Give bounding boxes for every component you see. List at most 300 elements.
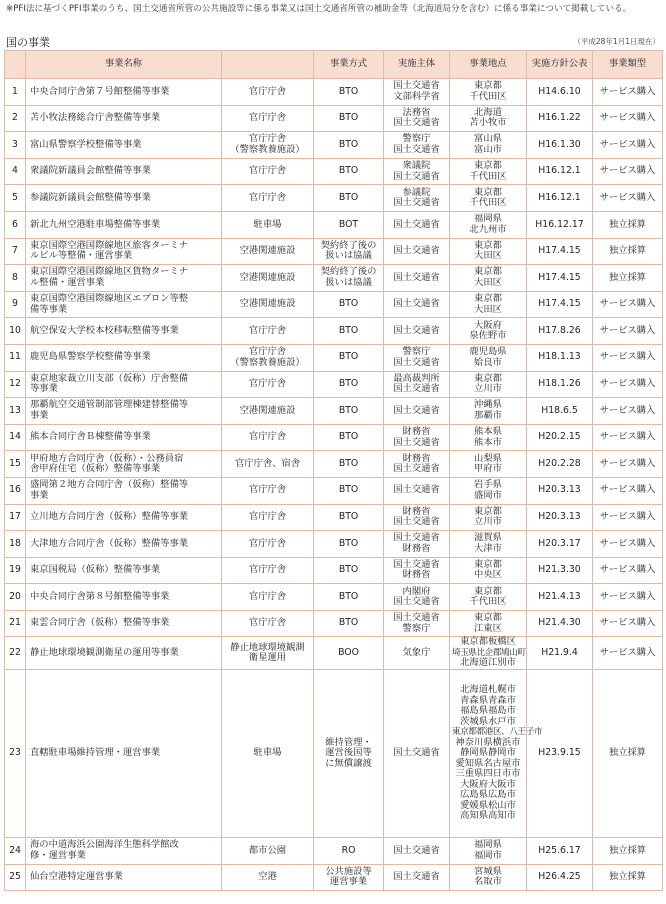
location-line: 大津市 — [474, 542, 502, 554]
cell-name — [26, 318, 222, 345]
entity-line: 国土交通省 — [393, 404, 440, 416]
entity-line: 国土交通省 — [393, 558, 440, 570]
cell-location — [450, 584, 527, 611]
facility-line: 空港関連施設 — [239, 271, 296, 283]
entity-line: 国土交通省 — [393, 324, 440, 336]
location-line: 熊本市 — [474, 436, 502, 448]
cell-location — [450, 864, 527, 891]
cell-no: 15 — [5, 451, 26, 478]
method-line: BTO — [338, 378, 359, 390]
header-row — [5, 51, 663, 79]
method-line: 運営事業 — [329, 876, 368, 888]
cell-method — [314, 504, 384, 531]
cell-facility — [222, 504, 314, 531]
cell-location — [450, 79, 527, 106]
name-line: 苫小牧法務総合庁舎整備等事業 — [30, 112, 161, 124]
table-row — [5, 504, 663, 531]
method-line: BTO — [338, 457, 359, 469]
cell-facility — [222, 584, 314, 611]
facility-line: 官庁庁舎 — [248, 537, 287, 549]
cell-method — [314, 637, 384, 670]
facility-line: 官庁庁舎 — [248, 511, 287, 523]
name-line: 立川地方合同庁舎（仮称）整備等事業 — [30, 511, 189, 523]
location-line: 名取市 — [474, 876, 502, 888]
cell-facility — [222, 531, 314, 558]
location-line: 埼玉県比企郡鳩山町 — [452, 647, 526, 658]
location-line: 大阪府大阪市 — [460, 778, 516, 790]
cell-name — [26, 105, 222, 132]
location-line: 鹿児島県 — [469, 346, 507, 358]
cell-type: サービス購入 — [593, 158, 663, 185]
cell-announced: H23.9.15 — [527, 669, 593, 837]
cell-entity — [384, 477, 450, 504]
name-line: 東雲合同庁舎（仮称）整備等事業 — [30, 617, 170, 629]
table-row — [5, 265, 663, 292]
facility-line: 官庁庁舎 — [248, 484, 287, 496]
cell-name — [26, 211, 222, 238]
cell-location — [450, 669, 543, 837]
entity-line: 国土交通省 — [393, 383, 440, 395]
cell-method — [314, 344, 384, 371]
entity-line: 国土交通省 — [393, 871, 440, 883]
name-line: ル整備・運営事業 — [30, 276, 105, 288]
location-line: 姶良市 — [474, 356, 502, 368]
cell-no: 4 — [5, 158, 26, 185]
entity-line: 財務省 — [402, 452, 431, 464]
facility-line: 官庁庁舎 — [248, 431, 287, 443]
cell-method — [314, 451, 384, 478]
cell-entity — [384, 211, 450, 238]
cell-no: 21 — [5, 610, 26, 637]
cell-location — [450, 185, 527, 212]
location-line: 千代田区 — [469, 596, 507, 608]
table-row — [5, 424, 663, 451]
cell-entity — [384, 584, 450, 611]
method-line: BOT — [338, 218, 359, 230]
entity-line: 財務省 — [402, 505, 431, 517]
table-row — [5, 557, 663, 584]
cell-type: サービス購入 — [593, 79, 663, 106]
cell-no: 10 — [5, 318, 26, 345]
cell-method — [314, 610, 384, 637]
table-row — [5, 105, 663, 132]
table-row — [5, 158, 663, 185]
cell-no: 16 — [5, 477, 26, 504]
entity-line: 国土交通省 — [393, 484, 440, 496]
location-line: 東京都 — [474, 585, 502, 597]
method-line: BTO — [338, 537, 359, 549]
entity-line: 国土交通省 — [393, 80, 440, 92]
cell-method — [314, 398, 384, 425]
cell-name — [26, 158, 222, 185]
cell-name — [26, 424, 222, 451]
cell-type: サービス購入 — [593, 344, 663, 371]
entity-line: 国土交通省 — [393, 532, 440, 544]
name-line: 大津地方合同庁舎（仮称）整備等事業 — [30, 537, 189, 549]
cell-no: 7 — [5, 238, 26, 265]
cell-announced: H18.1.26 — [527, 371, 593, 398]
cell-location — [450, 451, 527, 478]
entity-line: 国土交通省 — [393, 463, 440, 475]
facility-line: 駐車場 — [253, 218, 282, 230]
cell-announced: H14.6.10 — [527, 79, 593, 106]
cell-location — [450, 132, 527, 159]
method-line: BTO — [338, 298, 359, 310]
cell-method — [314, 318, 384, 345]
cell-announced: H20.3.13 — [527, 477, 593, 504]
cell-announced: H21.9.4 — [527, 637, 593, 670]
cell-no: 25 — [5, 864, 26, 891]
cell-method — [314, 531, 384, 558]
method-line: 公共施設等 — [325, 865, 372, 877]
method-line: BTO — [338, 431, 359, 443]
entity-line: 気象庁 — [402, 646, 431, 658]
cell-type: サービス購入 — [593, 610, 663, 637]
cell-location — [450, 531, 527, 558]
table-row — [5, 584, 663, 611]
header-location: 事業地点 — [450, 51, 527, 79]
name-line: 東京国際空港国際線地区旅客ターミナ — [30, 239, 189, 251]
cell-type: サービス購入 — [593, 318, 663, 345]
location-line: 静岡県静岡市 — [460, 747, 516, 759]
cell-type: 独立採算 — [593, 837, 663, 864]
location-line: 東京都 — [474, 239, 502, 251]
cell-facility — [222, 79, 314, 106]
cell-entity — [384, 451, 450, 478]
cell-method — [314, 238, 384, 265]
name-line: 参議院新議員会館整備等事業 — [30, 191, 151, 203]
location-line: 東京都 — [474, 372, 502, 384]
cell-announced: H25.6.17 — [527, 837, 593, 864]
table-row — [5, 291, 663, 318]
entity-line: 国土交通省 — [393, 271, 440, 283]
location-line: 富山県 — [474, 133, 502, 145]
cell-entity — [384, 837, 450, 864]
name-line: 静止地球環境観測衛星の運用等事業 — [30, 646, 179, 658]
name-line: 海の中道海浜公園海洋生態科学館改 — [30, 839, 179, 851]
cell-no: 23 — [5, 669, 26, 837]
cell-entity — [384, 132, 450, 159]
cell-facility — [222, 424, 314, 451]
location-line: 千代田区 — [469, 197, 507, 209]
cell-location — [450, 477, 527, 504]
header-no — [5, 51, 26, 79]
name-line: 東京地家裁立川支部（仮称）庁舎整備 — [30, 372, 189, 384]
method-line: BTO — [338, 590, 359, 602]
table-body — [5, 79, 663, 891]
cell-method — [314, 291, 384, 318]
entity-line: 国土交通省 — [393, 117, 440, 129]
method-line: BTO — [338, 564, 359, 576]
entity-line: 財務省 — [402, 569, 431, 581]
cell-type: サービス購入 — [593, 504, 663, 531]
entity-line: 最高裁判所 — [393, 372, 440, 384]
location-line: 北海道 — [474, 106, 502, 118]
location-line: 福岡県 — [474, 839, 502, 851]
facility-line: 官庁庁舎 — [248, 590, 287, 602]
cell-name — [26, 669, 222, 837]
location-line: 神奈川県横浜市 — [455, 736, 521, 748]
cell-type: サービス購入 — [593, 477, 663, 504]
cell-name — [26, 610, 222, 637]
cell-location — [450, 291, 527, 318]
cell-method — [314, 584, 384, 611]
name-line: 中央合同庁舎第８号館整備等事業 — [30, 590, 170, 602]
facility-line: 官庁庁舎、宿舎 — [234, 457, 301, 469]
facility-line: 官庁庁舎 — [248, 191, 287, 203]
location-line: 泉佐野市 — [469, 330, 507, 342]
cell-facility — [222, 344, 314, 371]
cell-announced: H16.12.17 — [527, 211, 593, 238]
cell-entity — [384, 238, 450, 265]
method-line: BTO — [338, 191, 359, 203]
table-row — [5, 132, 663, 159]
cell-no: 18 — [5, 531, 26, 558]
cell-method — [314, 105, 384, 132]
header-type: 事業類型 — [593, 51, 663, 79]
location-line: 江東区 — [474, 622, 502, 634]
cell-facility — [222, 864, 314, 891]
cell-method — [314, 864, 384, 891]
cell-entity — [384, 79, 450, 106]
cell-type: サービス購入 — [593, 584, 663, 611]
cell-name — [26, 477, 222, 504]
facility-line: 官庁庁舎 — [248, 617, 287, 629]
facility-line: 静止地球環境観測 — [230, 641, 305, 653]
location-line: 東京都板橋区 — [460, 636, 516, 648]
header-facility — [222, 51, 314, 79]
entity-line: 国土交通省 — [393, 596, 440, 608]
entity-line: 国土交通省 — [393, 356, 440, 368]
cell-announced: H26.4.25 — [527, 864, 593, 891]
cell-announced: H17.4.15 — [527, 265, 593, 292]
cell-type: サービス購入 — [593, 531, 663, 558]
method-line: 契約終了後の — [320, 239, 377, 251]
cell-type: サービス購入 — [593, 291, 663, 318]
name-line: 舎甲府住宅（仮称）整備等事業 — [30, 463, 161, 475]
cell-method — [314, 158, 384, 185]
cell-entity — [384, 291, 450, 318]
method-line: BTO — [338, 165, 359, 177]
cell-no: 22 — [5, 637, 26, 670]
location-line: 北九州市 — [469, 223, 507, 235]
cell-method — [314, 557, 384, 584]
cell-type: 独立採算 — [593, 265, 663, 292]
cell-type: サービス購入 — [593, 105, 663, 132]
cell-facility — [222, 557, 314, 584]
location-line: 盛岡市 — [474, 489, 502, 501]
facility-line: 官庁庁舎 — [248, 324, 287, 336]
cell-method — [314, 477, 384, 504]
cell-entity — [384, 105, 450, 132]
cell-entity — [384, 265, 450, 292]
cell-name — [26, 504, 222, 531]
location-line: 立川市 — [474, 383, 502, 395]
cell-facility — [222, 837, 314, 864]
header-entity: 実施主体 — [384, 51, 450, 79]
cell-announced: H20.2.28 — [527, 451, 593, 478]
cell-location — [450, 265, 527, 292]
location-line: 東京都都港区、八王子市 — [452, 727, 543, 738]
location-line: 大田区 — [474, 250, 502, 262]
location-line: 福島県福島市 — [460, 705, 516, 717]
cell-facility — [222, 637, 314, 670]
location-line: 山梨県 — [474, 452, 502, 464]
cell-location — [450, 371, 527, 398]
method-line: BOO — [338, 646, 359, 658]
cell-method — [314, 371, 384, 398]
location-line: 大田区 — [474, 303, 502, 315]
location-line: 東京都 — [474, 80, 502, 92]
header-method: 事業方式 — [314, 51, 384, 79]
cell-facility — [222, 318, 314, 345]
cell-type: サービス購入 — [593, 398, 663, 425]
cell-entity — [384, 185, 450, 212]
cell-location — [450, 398, 527, 425]
name-line: 中央合同庁舎第７号館整備等事業 — [30, 85, 170, 97]
cell-location — [450, 610, 527, 637]
cell-no: 20 — [5, 584, 26, 611]
entity-line: 財務省 — [402, 426, 431, 438]
name-line: 東京国際空港国際線地区エプロン等整 — [30, 293, 189, 305]
facility-line: 空港関連施設 — [239, 404, 296, 416]
cell-facility — [222, 105, 314, 132]
name-line: 仙台空港特定運営事業 — [30, 871, 123, 883]
cell-entity — [384, 557, 450, 584]
cell-no: 19 — [5, 557, 26, 584]
method-line: BTO — [338, 484, 359, 496]
facility-line: 官庁庁舎 — [248, 165, 287, 177]
cell-entity — [384, 158, 450, 185]
location-line: 大田区 — [474, 276, 502, 288]
method-line: BTO — [338, 324, 359, 336]
cell-no: 9 — [5, 291, 26, 318]
cell-name — [26, 291, 222, 318]
cell-location — [450, 424, 527, 451]
entity-line: 国土交通省 — [393, 844, 440, 856]
table-row — [5, 864, 663, 891]
method-line: BTO — [338, 404, 359, 416]
facility-line: 官庁庁舎 — [248, 378, 287, 390]
location-line: 愛媛県松山市 — [460, 799, 516, 811]
facility-line: 衛星運用 — [248, 652, 287, 664]
table-row — [5, 531, 663, 558]
cell-no: 12 — [5, 371, 26, 398]
location-line: 滋賀県 — [474, 532, 502, 544]
cell-location — [450, 837, 527, 864]
cell-no: 24 — [5, 837, 26, 864]
entity-line: 国土交通省 — [393, 436, 440, 448]
name-line: 甲府地方合同庁舎（仮称）・公務員宿 — [30, 452, 184, 464]
location-line: 千代田区 — [469, 90, 507, 102]
cell-method — [314, 79, 384, 106]
cell-location — [450, 211, 527, 238]
table-row — [5, 477, 663, 504]
facility-line: 官庁庁舎 — [248, 346, 287, 358]
facility-line: 官庁庁舎 — [248, 133, 287, 145]
entity-line: 国土交通省 — [393, 516, 440, 528]
method-line: 扱いは協議 — [325, 250, 372, 262]
cell-name — [26, 344, 222, 371]
method-line: RO — [341, 844, 356, 856]
cell-no: 11 — [5, 344, 26, 371]
header-name: 事業名称 — [26, 51, 222, 79]
facility-line: 官庁庁舎 — [248, 85, 287, 97]
location-line: 中央区 — [474, 569, 502, 581]
footnote: ※PFI法に基づくPFI事業のうち、国土交通省所管の公共施設等に係る事業又は国土交通省所管の補助金等（北海道局分を含む）に係る事業について掲載している。 — [6, 4, 632, 14]
location-line: 広島県広島市 — [460, 789, 516, 801]
name-line: 等事業 — [30, 383, 58, 395]
cell-announced: H17.4.15 — [527, 238, 593, 265]
table-row — [5, 837, 663, 864]
cell-facility — [222, 238, 314, 265]
cell-location — [450, 344, 527, 371]
cell-method — [314, 211, 384, 238]
as-of-date: （平成28年1月1日現在） — [573, 37, 660, 46]
name-line: 修・運営事業 — [30, 849, 86, 861]
cell-announced: H18.1.13 — [527, 344, 593, 371]
location-line: 東京都 — [474, 266, 502, 278]
entity-line: 国土交通省 — [393, 747, 440, 759]
table-row — [5, 371, 663, 398]
cell-entity — [384, 669, 450, 837]
location-line: 福岡県 — [474, 213, 502, 225]
facility-line: 駐車場 — [253, 747, 282, 759]
location-line: 東京都 — [474, 186, 502, 198]
location-line: 青森県青森市 — [460, 694, 516, 706]
cell-type: 独立採算 — [593, 211, 663, 238]
cell-name — [26, 584, 222, 611]
method-line: BTO — [338, 85, 359, 97]
table-row — [5, 610, 663, 637]
cell-announced: H16.1.22 — [527, 105, 593, 132]
cell-entity — [384, 398, 450, 425]
facility-line: 都市公園 — [248, 844, 287, 856]
name-line: 新北九州空港駐車場整備等事業 — [30, 218, 161, 230]
cell-method — [314, 132, 384, 159]
name-line: 衆議院新議員会館整備等事業 — [30, 165, 151, 177]
location-line: 富山市 — [474, 143, 502, 155]
cell-type: サービス購入 — [593, 132, 663, 159]
name-line: 熊本合同庁舎Ｂ棟整備等事業 — [30, 431, 151, 443]
cell-type: サービス購入 — [593, 424, 663, 451]
location-line: 三重県四日市市 — [455, 768, 521, 780]
name-line: 盛岡第２地方合同庁舎（仮称）整備等 — [30, 479, 189, 491]
cell-name — [26, 238, 222, 265]
name-line: 東京国税局（仮称）整備等事業 — [30, 564, 161, 576]
method-line: BTO — [338, 617, 359, 629]
name-line: 事業 — [30, 489, 49, 501]
cell-method — [314, 265, 384, 292]
cell-name — [26, 531, 222, 558]
entity-line: 警察庁 — [402, 346, 431, 358]
cell-entity — [384, 371, 450, 398]
location-line: 北海道江別市 — [460, 657, 516, 669]
cell-announced: H17.8.26 — [527, 318, 593, 345]
cell-location — [450, 557, 527, 584]
name-line: 事業 — [30, 409, 49, 421]
entity-line: 財務省 — [402, 542, 431, 554]
cell-name — [26, 837, 222, 864]
location-line: 大阪府 — [474, 319, 502, 331]
method-line: 運営後国等 — [325, 747, 372, 759]
cell-entity — [384, 344, 450, 371]
cell-entity — [384, 610, 450, 637]
cell-name — [26, 864, 222, 891]
entity-line: 国土交通省 — [393, 298, 440, 310]
cell-type: 独立採算 — [593, 864, 663, 891]
cell-type: 独立採算 — [593, 669, 663, 837]
